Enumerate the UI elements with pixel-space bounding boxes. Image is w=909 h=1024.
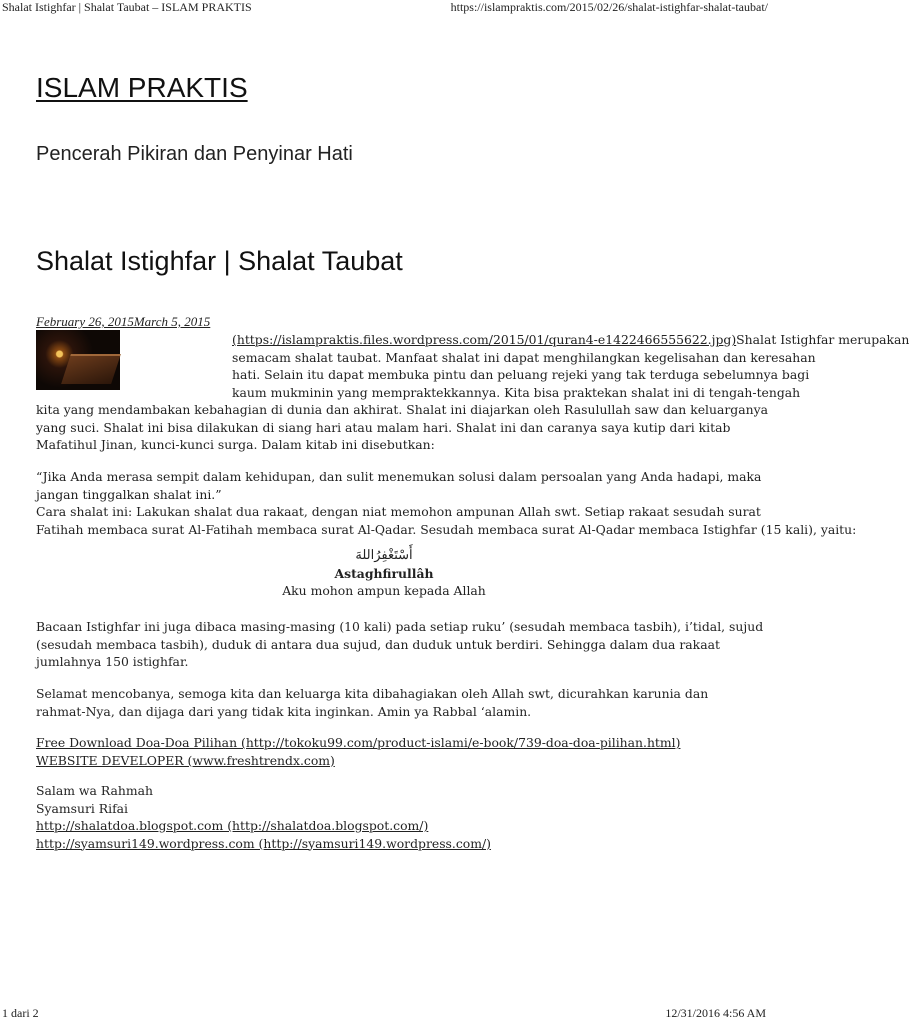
quote-block [36, 468, 857, 538]
para2-line: jumlahnya 150 istighfar. [36, 654, 189, 669]
intro-line: Shalat Istighfar merupakan [736, 332, 909, 347]
paragraph-3 [36, 685, 768, 720]
links-block [36, 734, 768, 769]
shalatdoa-link[interactable]: http://shalatdoa.blogspot.com (http://shalatdoa.blogspot.com/) [36, 818, 429, 833]
method-line: Cara shalat ini: Lakukan shalat dua rakaat, dengan niat memohon ampunan Allah swt. Setiap rakaat sesudah surat [36, 504, 761, 519]
para2-line: (sesudah membaca tasbih), duduk di antara dua sujud, dan duduk untuk berdiri. Sehingga dalam dua rakaat [36, 636, 720, 652]
salam-text: Salam wa Rahmah [36, 783, 153, 798]
intro-line: kaum mukminin yang mempraktekkannya. Kita bisa praktekan shalat ini di tengah-tengah [232, 384, 801, 400]
page-count: 1 dari 2 [2, 1006, 39, 1020]
intro-line: Mafatihul Jinan, kunci-kunci surga. Dalam kitab ini disebutkan: [36, 437, 435, 452]
quote-line: jangan tinggalkan shalat ini.” [36, 486, 222, 502]
print-footer [0, 1006, 768, 1024]
author-name: Syamsuri Rifai [36, 800, 129, 816]
istighfar-block [36, 547, 768, 600]
post-dates-link[interactable]: February 26, 2015March 5, 2015 [36, 314, 211, 329]
para3-line: rahmat-Nya, dan dijaga dari yang tidak kita inginkan. Amin ya Rabbal ‘alamin. [36, 703, 532, 719]
transliteration: Astaghfirullâh [334, 565, 434, 581]
quote-line: “Jika Anda merasa sempit dalam kehidupan, dan sulit menemukan solusi dalam persoalan yang Anda hadapi, maka [36, 469, 762, 484]
print-header [0, 0, 768, 16]
paragraph-2 [36, 618, 768, 671]
method-line: Fatihah membaca surat Al-Fatihah membaca surat Al-Qadar. Sesudah membaca surat Al-Qadar membaca Istighfar (15 kali), yaitu: [36, 521, 857, 537]
intro-line: kita yang mendambakan kebahagian di dunia dan akhirat. Shalat ini diajarkan oleh Rasulullah saw dan keluarganya [36, 402, 768, 417]
para2-line: Bacaan Istighfar ini juga dibaca masing-masing (10 kali) pada setiap ruku’ (sesudah membaca tasbih), i’tidal, sujud [36, 619, 764, 634]
arabic-text: أَسْتَغْفِرُاللهَ [355, 548, 413, 563]
print-page-title: Shalat Istighfar | Shalat Taubat – ISLAM PRAKTIS [2, 0, 252, 14]
signature-block [36, 782, 768, 852]
print-url: https://islampraktis.com/2015/02/26/shalat-istighfar-shalat-taubat/ [450, 0, 768, 14]
intro-line: hati. Selain itu dapat membuka pintu dan peluang rejeki yang tak terduga sebelumnya bagi [232, 367, 810, 382]
print-timestamp: 12/31/2016 4:56 AM [665, 1006, 766, 1020]
site-tagline: Pencerah Pikiran dan Penyinar Hati [36, 143, 353, 165]
website-developer-link[interactable]: WEBSITE DEVELOPER (www.freshtrendx.com) [36, 752, 335, 768]
post-intro [36, 331, 909, 454]
site-title-link[interactable]: ISLAM PRAKTIS [36, 72, 248, 103]
translation: Aku mohon ampun kepada Allah [282, 583, 486, 598]
download-doa-link[interactable]: Free Download Doa-Doa Pilihan (http://tokoku99.com/product-islami/e-book/739-doa-doa-pilihan.html) [36, 735, 681, 750]
intro-line: yang suci. Shalat ini bisa dilakukan di siang hari atau malam hari. Shalat ini dan caranya saya kutip dari kitab [36, 419, 731, 435]
image-source-link[interactable]: (https://islampraktis.files.wordpress.com/2015/01/quran4-e1422466555622.jpg) [232, 332, 737, 347]
para3-line: Selamat mencobanya, semoga kita dan keluarga kita dibahagiakan oleh Allah swt, dicurahkan karunia dan [36, 686, 709, 701]
syamsuri-link[interactable]: http://syamsuri149.wordpress.com (http://syamsuri149.wordpress.com/) [36, 835, 492, 851]
intro-line: semacam shalat taubat. Manfaat shalat ini dapat menghilangkan kegelisahan dan keresahan [232, 349, 816, 365]
post-title: Shalat Istighfar | Shalat Taubat [36, 246, 403, 276]
